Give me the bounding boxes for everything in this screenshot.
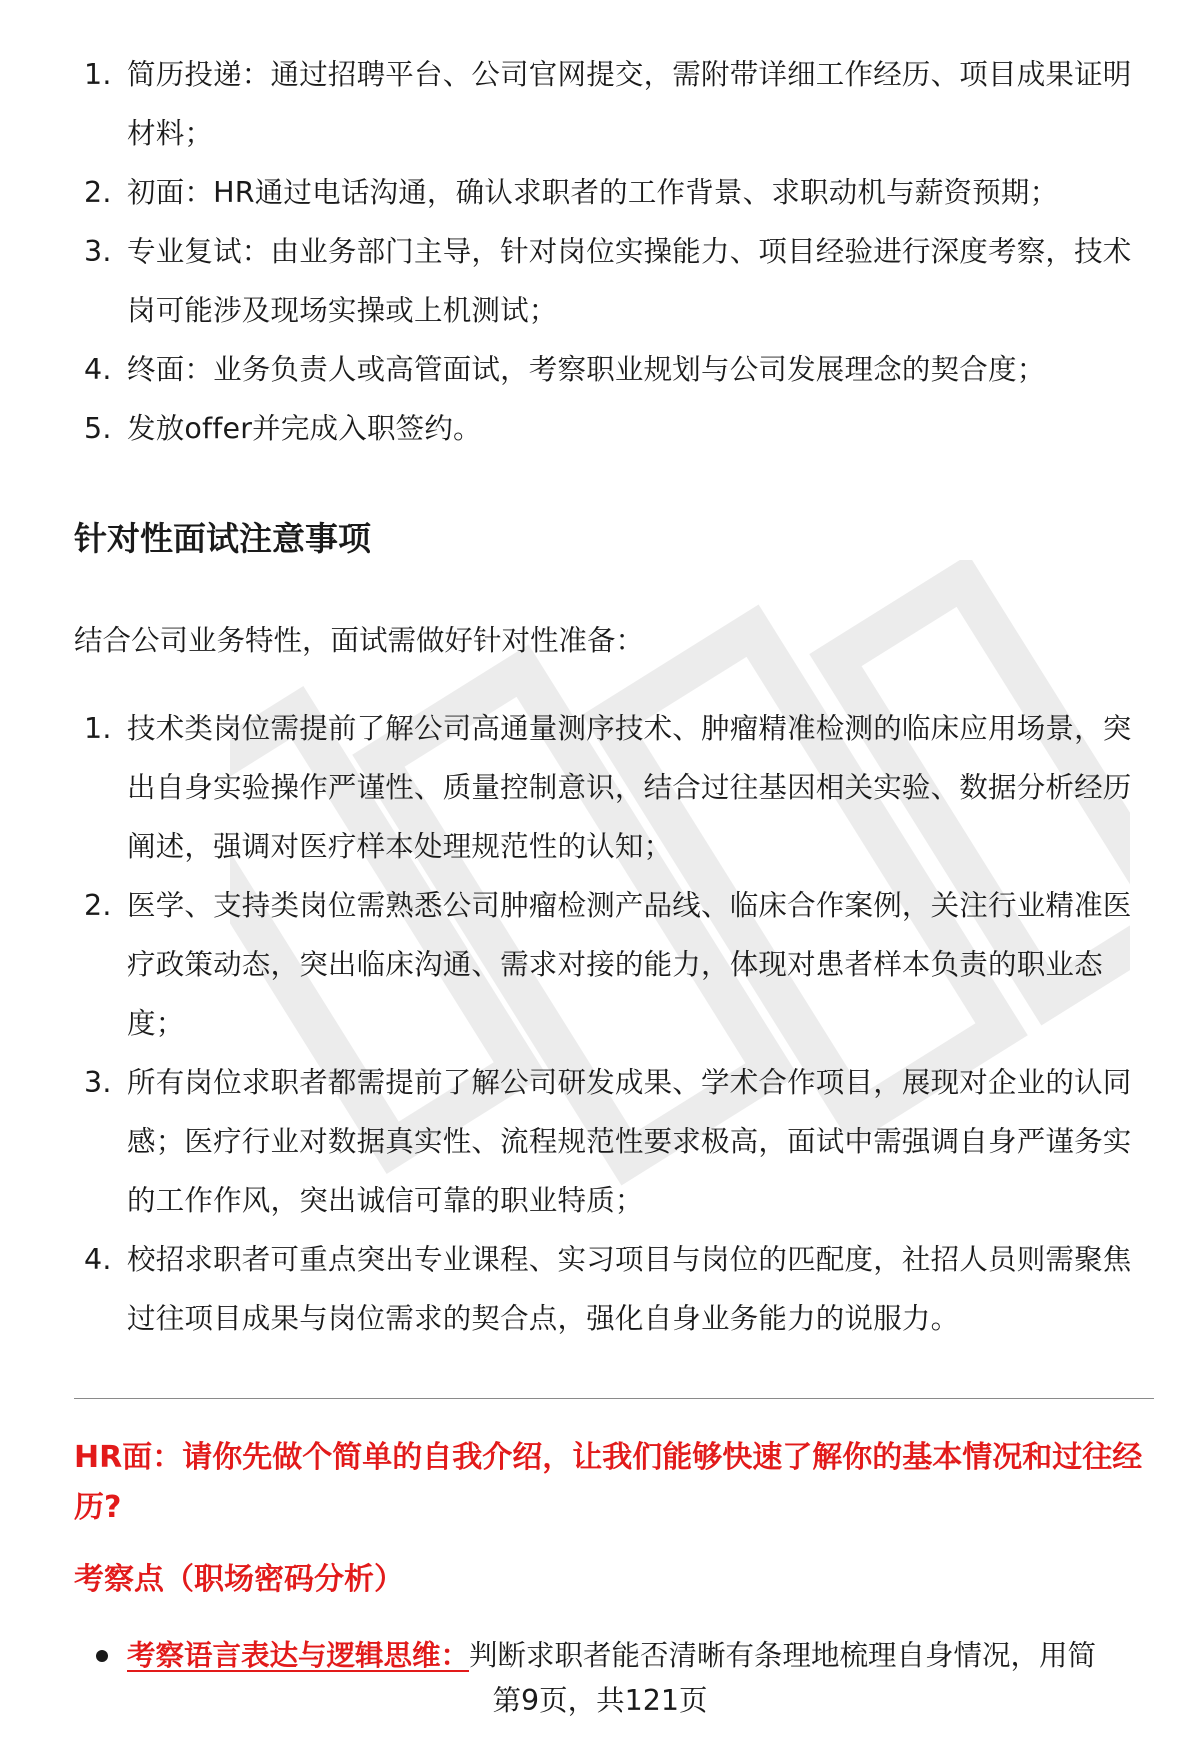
bullet-text xyxy=(127,1632,1096,1680)
page-number: 第9页，共121页 xyxy=(0,1681,1200,1721)
section-intro: 结合公司业务特性，面试需做好针对性准备： xyxy=(74,624,645,657)
list-item xyxy=(0,876,1200,1053)
recruitment-process-list xyxy=(0,45,1200,458)
list-number: 1. xyxy=(84,58,112,91)
list-number: 5. xyxy=(84,412,112,445)
divider xyxy=(74,1398,1154,1399)
list-item xyxy=(0,399,1200,458)
bullet-key-phrase: 考察语言表达与逻辑思维： xyxy=(127,1639,470,1672)
list-item xyxy=(0,163,1200,222)
list-number: 2. xyxy=(84,889,112,922)
list-number: 2. xyxy=(84,176,112,209)
list-item-text: 终面：业务负责人或高管面试，考察职业规划与公司发展理念的契合度； xyxy=(127,353,1046,386)
bullet-body: 判断求职者能否清晰有条理地梳理自身情况，用简 xyxy=(469,1639,1097,1672)
list-number: 3. xyxy=(84,235,112,268)
list-item xyxy=(0,699,1200,876)
analysis-title: 考察点（职场密码分析） xyxy=(74,1562,404,1597)
list-number: 4. xyxy=(84,1243,112,1276)
list-item-text: 初面：HR通过电话沟通，确认求职者的工作背景、求职动机与薪资预期； xyxy=(127,176,1059,209)
list-item-text: 发放offer并完成入职签约。 xyxy=(127,412,482,445)
list-number: 1. xyxy=(84,712,112,745)
section-title: 针对性面试注意事项 xyxy=(74,519,371,558)
analysis-bullet xyxy=(0,1632,1200,1680)
interview-question: HR面：请你先做个简单的自我介绍，让我们能够快速了解你的基本情况和过往经历? xyxy=(74,1440,1143,1525)
list-item xyxy=(0,45,1200,163)
list-item-text: 技术类岗位需提前了解公司高通量测序技术、肿瘤精准检测的临床应用场景，突出自身实验操作严谨性、质量控制意识，结合过往基因相关实验、数据分析经历阐述，强调对医疗样本处理规范性的认知； xyxy=(127,712,1132,863)
list-item-text: 专业复试：由业务部门主导，针对岗位实操能力、项目经验进行深度考察，技术岗可能涉及现场实操或上机测试； xyxy=(127,235,1132,327)
list-item xyxy=(0,340,1200,399)
list-item-text: 简历投递：通过招聘平台、公司官网提交，需附带详细工作经历、项目成果证明材料； xyxy=(127,58,1132,150)
list-item-text: 所有岗位求职者都需提前了解公司研发成果、学术合作项目，展现对企业的认同感；医疗行业对数据真实性、流程规范性要求极高，面试中需强调自身严谨务实的工作作风，突出诚信可靠的职业特质； xyxy=(127,1066,1132,1217)
list-item-text: 校招求职者可重点突出专业课程、实习项目与岗位的匹配度，社招人员则需聚焦过往项目成果与岗位需求的契合点，强化自身业务能力的说服力。 xyxy=(127,1243,1132,1335)
list-item xyxy=(0,222,1200,340)
list-item xyxy=(0,1230,1200,1348)
list-item-text: 医学、支持类岗位需熟悉公司肿瘤检测产品线、临床合作案例，关注行业精准医疗政策动态，突出临床沟通、需求对接的能力，体现对患者样本负责的职业态度； xyxy=(127,889,1132,1040)
bullet-dot-icon xyxy=(96,1650,108,1662)
list-number: 3. xyxy=(84,1066,112,1099)
list-number: 4. xyxy=(84,353,112,386)
interview-tips-list xyxy=(0,699,1200,1348)
list-item xyxy=(0,1053,1200,1230)
